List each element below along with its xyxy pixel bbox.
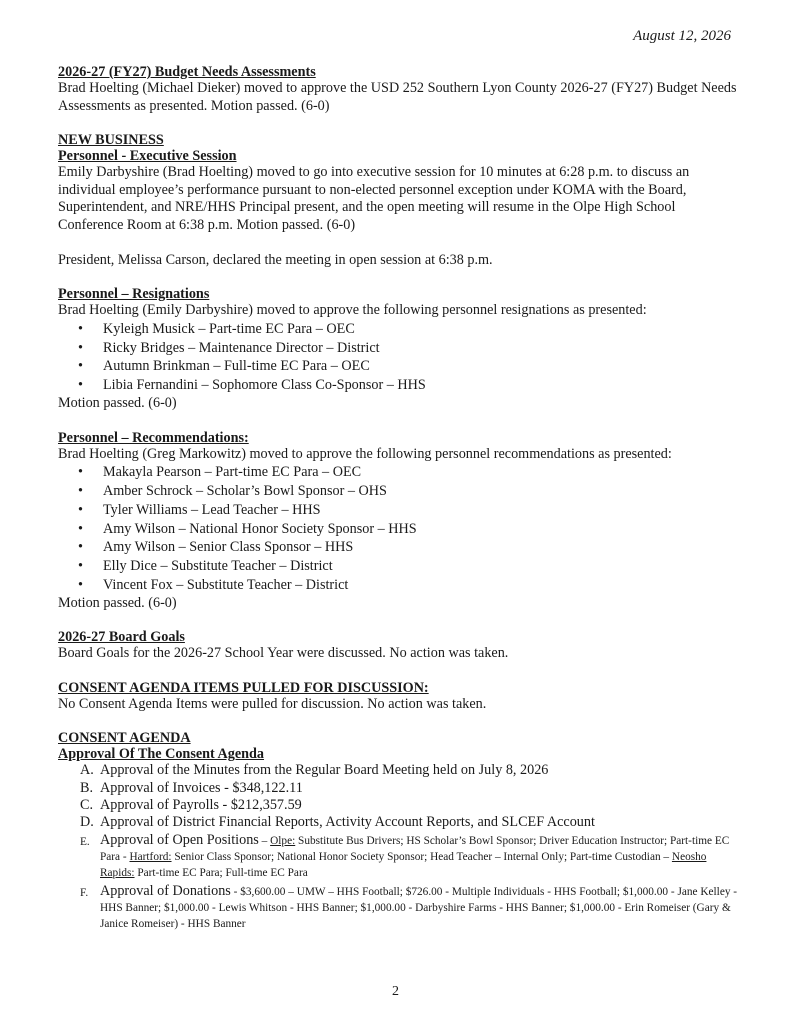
list-item [80, 884, 738, 932]
list-item: • Libia Fernandini – Sophomore Class Co-Sponsor – HHS [78, 376, 738, 395]
item-letter: B. [80, 779, 94, 796]
item-lead: Approval of Open Positions [100, 832, 259, 849]
item-detail: Part-time EC Para; Full-time EC Para [134, 867, 308, 880]
list-item: • Amber Schrock – Scholar’s Bowl Sponsor – OHS [78, 482, 738, 501]
list-item [80, 797, 738, 814]
location-neosho-rapids: Neosho Rapids: [100, 851, 707, 880]
header-date: August 12, 2026 [633, 28, 731, 44]
minutes-page [58, 26, 738, 932]
list-item [80, 833, 738, 881]
consent-agenda-section [58, 730, 738, 932]
board-goals-text: Board Goals for the 2026-27 School Year were discussed. No action was taken. [58, 645, 509, 662]
list-item [80, 762, 738, 779]
item-letter: C. [80, 796, 94, 813]
item-letter: A. [80, 762, 94, 779]
item-sep: – [258, 835, 271, 848]
resignations-title: Personnel – Resignations [58, 286, 210, 303]
recommendations-motion: Motion passed. (6-0) [58, 594, 177, 611]
consent-agenda-title: CONSENT AGENDA [58, 730, 191, 747]
list-item: • Kyleigh Musick – Part-time EC Para – OEC [78, 320, 738, 339]
list-item: • Amy Wilson – Senior Class Sponsor – HHS [78, 538, 738, 557]
list-item: • Tyler Williams – Lead Teacher – HHS [78, 501, 738, 520]
consent-agenda-subtitle: Approval Of The Consent Agenda [58, 746, 265, 763]
item-detail: Substitute Bus Drivers; HS Scholar’s Bowl Sponsor; Driver Education Instructor; Part-time EC Para - [100, 835, 730, 864]
resignations-motion: Motion passed. (6-0) [58, 394, 177, 411]
recommendations-title: Personnel – Recommendations: [58, 429, 249, 446]
list-item [80, 814, 738, 831]
new-business-title: NEW BUSINESS [58, 132, 164, 149]
list-item: • Makayla Pearson – Part-time EC Para – OEC [78, 463, 738, 482]
budget-text: Brad Hoelting (Michael Dieker) moved to approve the USD 252 Southern Lyon County 2026-27 (FY27) Budget Needs Assessments as presented. Motion passed. (6-0) [58, 80, 737, 114]
board-goals-section [58, 629, 738, 663]
item-letter: F. [80, 887, 89, 900]
list-item: • Vincent Fox – Substitute Teacher – District [78, 576, 738, 595]
list-item: • Elly Dice – Substitute Teacher – District [78, 557, 738, 576]
board-goals-title: 2026-27 Board Goals [58, 629, 185, 646]
resignations-intro: Brad Hoelting (Emily Darbyshire) moved to approve the following personnel resignations as presented: [58, 302, 647, 319]
item-detail: Senior Class Sponsor; National Honor Society Sponsor; Head Teacher – Internal Only; Part-time Custodian – [171, 851, 672, 864]
pulled-items-section [58, 680, 738, 714]
page-number: 2 [392, 984, 399, 999]
recommendations-section [58, 430, 738, 613]
list-item: • Amy Wilson – National Honor Society Sponsor – HHS [78, 520, 738, 539]
open-session-text: President, Melissa Carson, declared the meeting in open session at 6:38 p.m. [58, 251, 493, 268]
location-olpe: Olpe: [270, 835, 296, 848]
new-business-section [58, 132, 738, 269]
list-item: • Ricky Bridges – Maintenance Director – District [78, 339, 738, 358]
item-letter: E. [80, 836, 90, 849]
item-text: Approval of Invoices - $348,122.11 [100, 779, 303, 796]
executive-session-text: Emily Darbyshire (Brad Hoelting) moved to go into executive session for 10 minutes at 6:28 p.m. to discuss an individual employee’s performance pursuant to non-elected personnel exception under KOMA with the Board, Superintendent, and NRE/HHS Principal present, and the open meeting will resume in the Olpe High School Conference Room at 6:38 p.m. Motion passed. (6-0) [58, 164, 690, 233]
pulled-items-title: CONSENT AGENDA ITEMS PULLED FOR DISCUSSION: [58, 679, 429, 696]
list-item [80, 780, 738, 797]
item-text: Approval of the Minutes from the Regular Board Meeting held on July 8, 2026 [100, 762, 549, 779]
item-text: Approval of District Financial Reports, Activity Account Reports, and SLCEF Account [100, 814, 595, 831]
resignations-list [58, 320, 738, 395]
executive-session-title: Personnel - Executive Session [58, 148, 237, 165]
list-item: • Autumn Brinkman – Full-time EC Para – OEC [78, 357, 738, 376]
pulled-items-text: No Consent Agenda Items were pulled for discussion. No action was taken. [58, 695, 487, 712]
recommendations-intro: Brad Hoelting (Greg Markowitz) moved to approve the following personnel recommendations as presented: [58, 445, 672, 462]
budget-title: 2026-27 (FY27) Budget Needs Assessments [58, 64, 316, 80]
item-letter: D. [80, 814, 94, 831]
item-text: Approval of Payrolls - $212,357.59 [100, 796, 302, 813]
location-hartford: Hartford: [129, 851, 172, 864]
item-lead: Approval of Donations [100, 883, 231, 900]
consent-agenda-list [58, 762, 738, 932]
budget-section [58, 64, 738, 115]
recommendations-list [58, 463, 738, 595]
item-detail: - $3,600.00 – UMW – HHS Football; $726.00 - Multiple Individuals - HHS Football; $1,000.00 - Jane Kelley - HHS Banner; $1,000.00 - Lewis Whitson - HHS Banner; $1,000.00 - Darbyshire Farms - HHS Banner; $1,000.00 - Erin Romeiser (Gary & Janice Romeiser) - HHS Banner [100, 886, 738, 931]
resignations-section [58, 286, 738, 412]
